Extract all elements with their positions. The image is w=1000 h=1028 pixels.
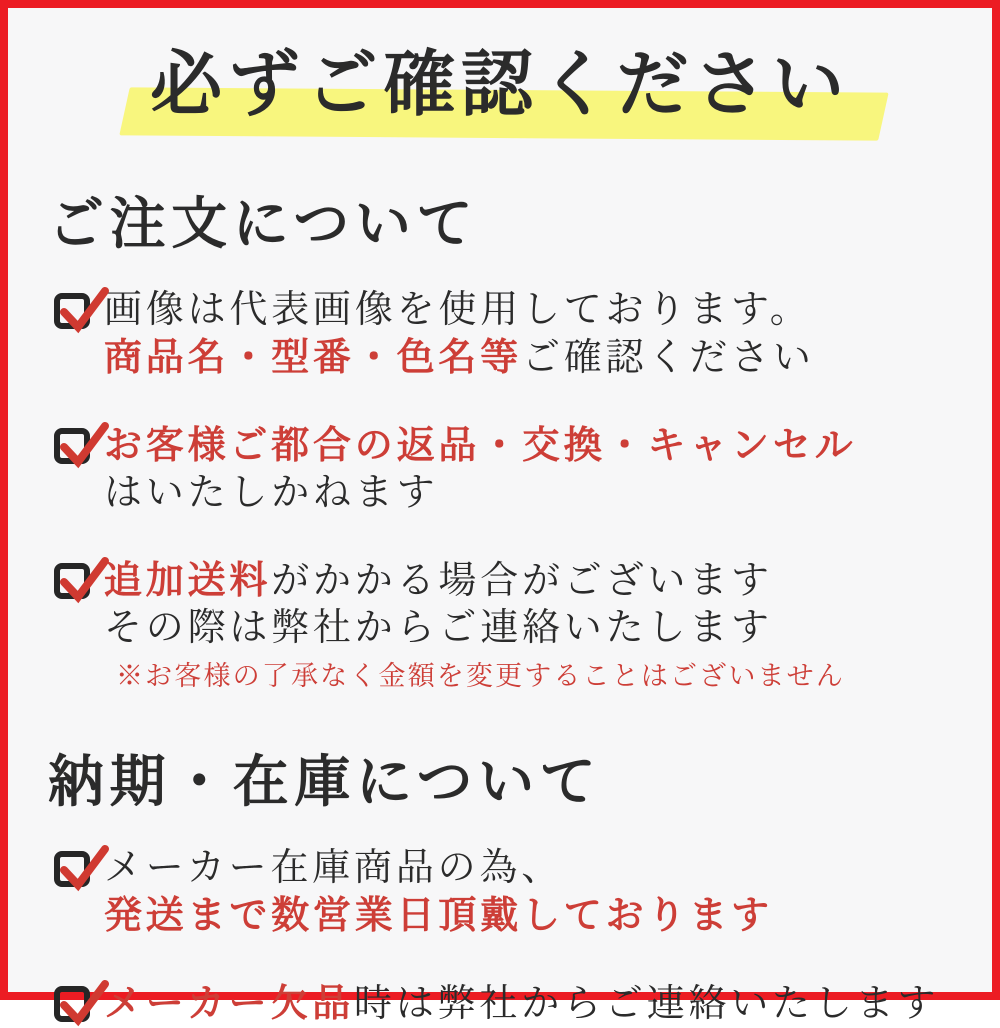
item-line (104, 421, 856, 469)
text-run: 時は弊社からご連絡いたします (354, 981, 940, 1025)
text-run: 発送まで数営業日頂戴しております (104, 892, 773, 937)
item-line (104, 333, 815, 381)
checklist-item (48, 844, 968, 939)
text-run: メーカー在庫商品の為、 (104, 845, 564, 889)
item-note-line (104, 660, 845, 694)
red-check-icon (57, 422, 109, 470)
text-run: がかかる場合がございます (271, 558, 773, 602)
section-heading: ご注文について (48, 191, 479, 257)
item-text (104, 979, 939, 1027)
item-line (104, 844, 773, 891)
checked-checkbox-icon (54, 563, 90, 599)
text-run: ご確認ください (522, 335, 815, 379)
section (48, 180, 968, 694)
checked-checkbox-icon (54, 428, 90, 464)
sections (8, 180, 992, 1027)
section (48, 738, 968, 1027)
red-check-icon (57, 845, 109, 893)
section-items (48, 844, 968, 1027)
text-run: 追加送料 (104, 557, 272, 602)
text-run: 画像は代表画像を使用しております。 (104, 287, 812, 331)
text-run: その際は弊社からご連絡いたします (104, 605, 773, 649)
item-line (104, 286, 815, 333)
checklist-item (48, 979, 968, 1027)
item-line (104, 604, 845, 651)
section-heading: 納期・在庫について (48, 749, 602, 815)
text-run: はいたしかねます (104, 470, 439, 514)
item-line (104, 556, 845, 604)
text-run: 商品名・型番・色名等 (104, 334, 523, 379)
checklist-item (48, 421, 968, 516)
checked-checkbox-icon (54, 293, 90, 329)
checked-checkbox-icon (54, 986, 90, 1022)
item-text (104, 844, 773, 939)
text-run: お客様ご都合の返品・交換・キャンセル (104, 422, 857, 467)
item-text (104, 286, 815, 381)
item-line (104, 891, 773, 939)
title-area (8, 8, 992, 136)
page-title (150, 32, 850, 136)
text-run: メーカー欠品 (104, 980, 355, 1025)
red-check-icon (57, 980, 109, 1028)
checklist-item (48, 286, 968, 381)
text-run: ※お客様の了承なく金額を変更することはございません (116, 661, 845, 692)
checked-checkbox-icon (54, 851, 90, 887)
page-title-text: 必ずご確認ください (150, 41, 850, 126)
item-line (104, 979, 939, 1027)
item-text (104, 556, 845, 694)
red-check-icon (57, 557, 109, 605)
item-text (104, 421, 856, 516)
checklist-item (48, 556, 968, 694)
section-items (48, 286, 968, 694)
item-line (104, 469, 856, 516)
red-check-icon (57, 287, 109, 335)
